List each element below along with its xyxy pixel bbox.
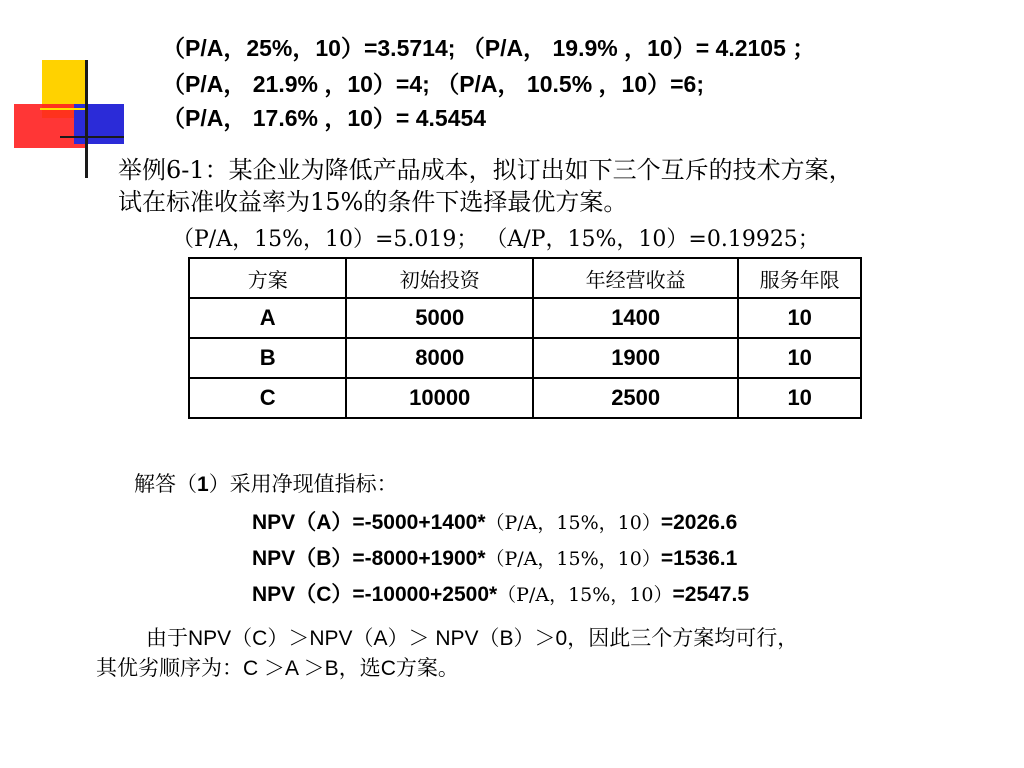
decor-horizontal-line — [60, 136, 124, 138]
answer-heading-num: 1 — [197, 473, 209, 496]
table-cell: C — [189, 378, 346, 418]
npv-pre: NPV（ — [252, 583, 317, 606]
npv-pre: NPV（ — [252, 511, 317, 534]
table-cell: 2500 — [533, 378, 738, 418]
formula-line-3: （P/A， 17.6% ，10）= 4.5454 — [162, 105, 487, 131]
npv-factor: （P/A，15%，10） — [485, 512, 661, 534]
answer-heading — [134, 468, 398, 498]
formula-line-1: （P/A，25%，10）=3.5714; （P/A， 19.9% ，10）= 4.2105 ； — [162, 35, 816, 61]
table-cell: 1400 — [533, 298, 738, 338]
plans-table — [188, 257, 862, 419]
npv-result: =1536.1 — [660, 547, 738, 570]
table-header-row — [189, 258, 861, 298]
table-cell: 10 — [738, 378, 861, 418]
npv-label: A — [316, 511, 332, 534]
npv-expression: ）=-5000+1400* — [331, 511, 486, 534]
table-cell: 10 — [738, 298, 861, 338]
npv-expression: ）=-8000+1900* — [331, 547, 486, 570]
table-row — [189, 338, 861, 378]
table-row — [189, 298, 861, 338]
npv-result: =2026.6 — [660, 511, 738, 534]
npv-line-c — [252, 578, 749, 608]
npv-expression: ）=-10000+2500* — [331, 583, 498, 606]
table-header-cell: 服务年限 — [738, 258, 861, 298]
table-cell: 10000 — [346, 378, 533, 418]
example-line-2: 试在标准收益率为15%的条件下选择最优方案。 — [118, 188, 628, 216]
formula-line-2: （P/A， 21.9% ，10）=4; （P/A， 10.5% ，10）=6; — [162, 71, 704, 97]
table-header-cell: 年经营收益 — [533, 258, 738, 298]
decor-blue-block — [74, 104, 124, 144]
given-factors: （P/A，15%，10）=5.019； （A/P，15%，10）=0.19925； — [172, 227, 820, 252]
table-cell: 8000 — [346, 338, 533, 378]
npv-pre: NPV（ — [252, 547, 317, 570]
npv-label: C — [316, 583, 332, 606]
table-cell: 1900 — [533, 338, 738, 378]
table-header-cell: 方案 — [189, 258, 346, 298]
table-cell: 10 — [738, 338, 861, 378]
npv-label: B — [316, 547, 332, 570]
table-cell: 5000 — [346, 298, 533, 338]
npv-result: =2547.5 — [672, 583, 749, 606]
conclusion-line-1: 由于NPV（C）＞NPV（A）＞ NPV（B）＞0，因此三个方案均可行， — [146, 627, 799, 650]
answer-heading-post: ）采用净现值指标： — [208, 473, 398, 496]
npv-line-a — [252, 506, 737, 536]
table-cell: B — [189, 338, 346, 378]
table-cell: A — [189, 298, 346, 338]
table-header-cell: 初始投资 — [346, 258, 533, 298]
conclusion-line-2: 其优劣顺序为：C ＞A ＞B，选C方案。 — [96, 657, 459, 680]
decor-vertical-line — [85, 60, 88, 178]
npv-factor: （P/A，15%，10） — [485, 548, 661, 570]
example-line-1: 举例6-1：某企业为降低产品成本，拟订出如下三个互斥的技术方案， — [118, 156, 853, 184]
table-row — [189, 378, 861, 418]
answer-heading-pre: 解答（ — [134, 473, 197, 496]
npv-line-b — [252, 542, 737, 572]
npv-factor: （P/A，15%，10） — [497, 584, 673, 606]
decor-yellow-line — [40, 108, 86, 110]
